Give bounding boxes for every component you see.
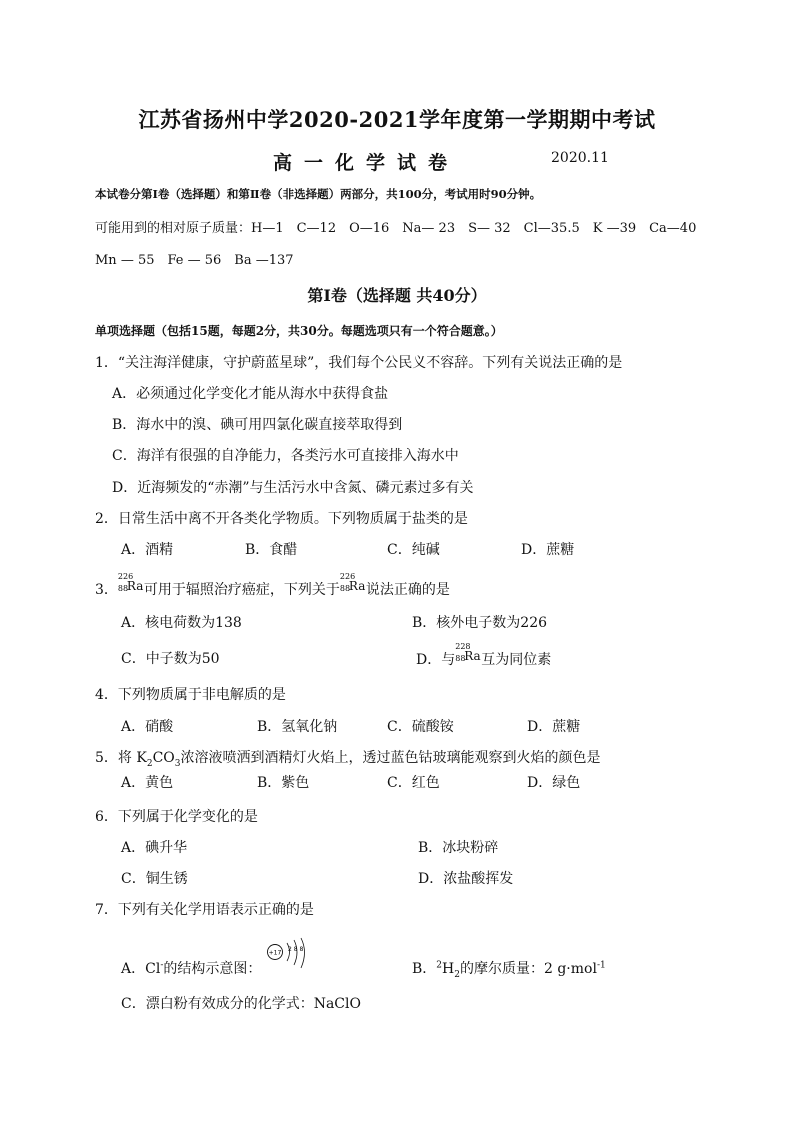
question-7-option-a-pre: A．Cl [121, 961, 161, 977]
question-1-option-b: B．海水中的溴、碘可用四氯化碳直接萃取得到 [112, 417, 403, 433]
question-3-option-a: A．核电荷数为138 [121, 615, 242, 631]
question-5-stem-pre: 5．将 K [95, 750, 147, 766]
exam-date: 2020.11 [551, 150, 609, 166]
section-title: 第Ⅰ卷（选择题 共40分） [307, 286, 487, 305]
question-1-option-d: D．近海频发的“赤潮”与生活污水中含氮、磷元素过多有关 [112, 480, 474, 496]
question-7-option-b-pre: B． [412, 961, 437, 977]
radium-226-nuclide [117, 572, 144, 598]
question-6-option-b: B．冰块粉碎 [418, 840, 499, 856]
radium-228-nuclide [455, 642, 481, 668]
question-3-option-d-prefix: D．与 [416, 652, 456, 668]
question-1-option-c: C．海洋有很强的自净能力，各类污水可直接排入海水中 [112, 448, 459, 464]
nuclide-atomic-number: 88 [117, 584, 129, 593]
question-4-stem: 4．下列物质属于非电解质的是 [95, 687, 286, 703]
question-5-option-c: C．红色 [387, 775, 440, 791]
question-2-option-c: C．纯碱 [387, 542, 440, 558]
deuterium-symbol: H [442, 961, 455, 977]
section-instructions: 单项选择题（包括15题，每题2分，共30分。每题选项只有一个符合题意。） [95, 324, 503, 338]
question-6-option-c: C．铜生锈 [121, 871, 188, 887]
question-5-option-a: A．黄色 [121, 775, 174, 791]
question-4-option-b: B．氢氧化钠 [257, 719, 338, 735]
nuclide-atomic-number: 88 [455, 654, 466, 663]
nuclide-symbol: Ra [126, 579, 144, 593]
question-4-option-a: A．硝酸 [121, 719, 174, 735]
nuclide-mass-number: 228 [455, 642, 471, 651]
exam-intro: 本试卷分第Ⅰ卷（选择题）和第Ⅱ卷（非选择题）两部分，共100分，考试用时90分钟。 [95, 187, 542, 201]
radium-226-nuclide-2 [339, 572, 366, 598]
nuclide-mass-number: 226 [339, 572, 356, 581]
subscript-3: 3 [174, 758, 181, 769]
question-3-option-d-suffix: 互为同位素 [481, 652, 552, 668]
exam-title: 江苏省扬州中学2020-2021学年度第一学期期中考试 [138, 107, 656, 132]
exam-subtitle: 高一化学试卷 [273, 152, 460, 174]
question-1-stem: 1．“关注海洋健康，守护蔚蓝星球”，我们每个公民义不容辞。下列有关说法正确的是 [95, 355, 623, 371]
atomic-mass-line-1: 可能用到的相对原子质量：H—1 C—12 O—16 Na— 23 S— 32 Cl—35.5 K —39 Ca—40 [95, 221, 697, 236]
question-6-stem: 6．下列属于化学变化的是 [95, 809, 258, 825]
nuclide-mass-number: 226 [117, 572, 134, 581]
question-5-stem-post: 浓溶液喷洒到酒精灯火焰上，透过蓝色钴玻璃能观察到火焰的颜色是 [180, 750, 601, 766]
question-4-option-c: C．硫酸铵 [387, 719, 454, 735]
question-7-option-c: C．漂白粉有效成分的化学式：NaClO [121, 996, 361, 1012]
question-3-stem-mid: 可用于辐照治疗癌症，下列关于 [143, 582, 340, 598]
question-7-option-a [121, 958, 261, 978]
question-4-option-d: D．蔗糖 [527, 719, 581, 735]
question-2-option-b: B．食醋 [245, 542, 298, 558]
unit-exponent: -1 [596, 960, 606, 971]
question-6-option-a: A．碘升华 [121, 840, 188, 856]
question-2-option-d: D．蔗糖 [521, 542, 575, 558]
question-5-formula-co: CO [152, 750, 175, 766]
nuclide-symbol: Ra [348, 579, 366, 593]
nucleus-charge-label: +17 [268, 949, 282, 957]
question-2-stem: 2．日常生活中离不开各类化学物质。下列物质属于盐类的是 [95, 511, 468, 527]
superscript-minus: - [160, 960, 164, 971]
question-3-option-d [416, 642, 552, 669]
question-5-option-b: B．紫色 [257, 775, 310, 791]
subscript-2: 2 [454, 969, 460, 980]
question-3-number: 3． [95, 582, 118, 598]
electron-shell-3 [301, 938, 305, 968]
subscript-2: 2 [146, 758, 153, 769]
question-5-option-d: D．绿色 [527, 775, 581, 791]
question-7-stem: 7．下列有关化学用语表示正确的是 [95, 902, 314, 918]
atomic-mass-line-2: Mn — 55 Fe — 56 Ba —137 [95, 253, 294, 268]
isotope-mass-superscript: 2 [436, 960, 443, 971]
question-7-option-b [412, 958, 606, 980]
question-3-stem-end: 说法正确的是 [365, 582, 450, 598]
shell-electron-counts: 2 8 8 [288, 946, 304, 953]
question-3-stem [95, 572, 450, 599]
nuclide-symbol: Ra [464, 649, 481, 663]
question-2-option-a: A．酒精 [121, 542, 174, 558]
nuclide-atomic-number: 88 [339, 584, 351, 593]
question-7-option-a-post: 的结构示意图： [163, 961, 262, 977]
chloride-ion-structure-diagram [266, 936, 312, 972]
question-3-option-b: B．核外电子数为226 [412, 615, 548, 631]
question-6-option-d: D．浓盐酸挥发 [418, 871, 514, 887]
question-5-stem [95, 747, 601, 769]
question-1-option-a: A．必须通过化学变化才能从海水中获得食盐 [112, 386, 389, 402]
question-3-option-c: C．中子数为50 [121, 651, 220, 667]
question-7-option-b-post: 的摩尔质量：2 g·mol [459, 961, 597, 977]
